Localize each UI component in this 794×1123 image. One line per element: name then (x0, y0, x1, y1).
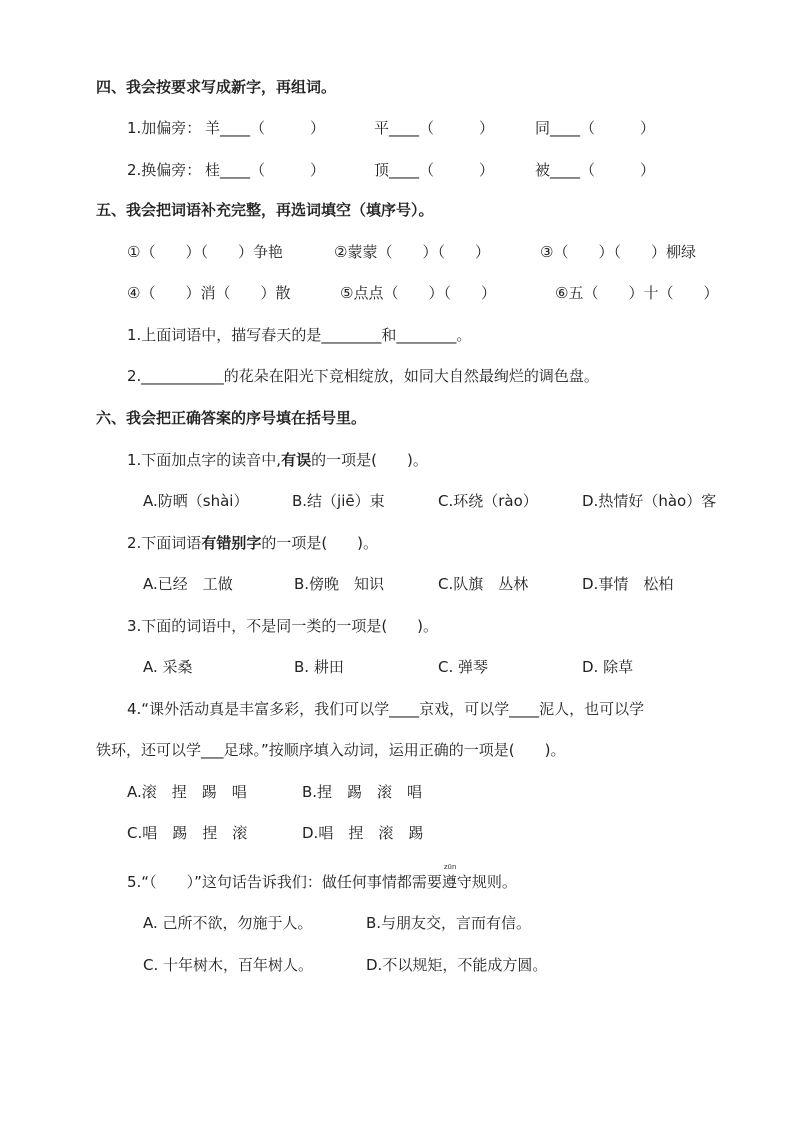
q2-option-b: B.傍晚 知识 (294, 575, 385, 593)
section4-row2-item: 顶____（ ） (374, 161, 495, 179)
question-text: 2.下面词语 (127, 534, 202, 552)
q1-option-b: B.结（jiē）束 (292, 492, 385, 510)
question-text: 守规则。 (456, 873, 517, 891)
question-text: 5.“（ ）”这句话告诉我们：做任何事情都需要 (127, 873, 442, 891)
idiom-blank: ②蒙蒙（ ）（ ） (334, 243, 490, 261)
section5-question-2: 2.___________的花朵在阳光下竞相绽放，如同大自然最绚烂的调色盘。 (127, 367, 599, 385)
idiom-blank: ③（ ）（ ）柳绿 (540, 243, 696, 261)
q3-option-d: D. 除草 (582, 658, 634, 676)
question-emphasis: 有误 (281, 451, 312, 469)
q4-option-d: D.唱 捏 滚 踢 (302, 824, 424, 842)
section5-question-1: 1.上面词语中，描写春天的是________和________。 (127, 326, 472, 344)
section4-heading: 四、我会按要求写成新字，再组词。 (96, 78, 337, 96)
section4-row1-item: 平____（ ） (374, 119, 495, 137)
section6-question-4-line1: 4.“课外活动真是丰富多彩，我们可以学____京戏，可以学____泥人，也可以学 (127, 700, 645, 718)
section4-row2-item: 被____（ ） (535, 161, 656, 179)
section6-question-1 (127, 450, 428, 470)
section6-heading: 六、我会把正确答案的序号填在括号里。 (96, 409, 367, 427)
section6-question-2 (127, 533, 378, 553)
q2-option-d: D.事情 松柏 (582, 575, 674, 593)
section4-row1-item: 同____（ ） (535, 119, 656, 137)
question-text: 1.下面加点字的读音中, (127, 451, 282, 469)
section6-question-5 (127, 863, 517, 892)
q3-option-a: A. 采桑 (143, 658, 193, 676)
section4-row1-item: 羊____（ ） (205, 119, 326, 137)
q4-option-a: A.滚 捏 踢 唱 (127, 783, 247, 801)
q2-option-a: A.已经 工做 (143, 575, 233, 593)
q5-option-a: A. 己所不欲，勿施于人。 (143, 914, 313, 932)
q3-option-c: C. 弹琴 (438, 658, 489, 676)
idiom-blank: ④（ ）消（ ）散 (127, 284, 291, 302)
q1-option-a: A.防晒（shài） (143, 492, 249, 510)
question-text: 的一项是( )。 (311, 451, 428, 469)
section4-row2-item: 桂____（ ） (205, 161, 326, 179)
q4-option-b: B.捏 踢 滚 唱 (302, 783, 423, 801)
section6-question-3: 3.下面的词语中，不是同一类的一项是( )。 (127, 617, 439, 635)
section5-heading: 五、我会把词语补充完整，再选词填空（填序号）。 (96, 201, 434, 219)
idiom-blank: ⑤点点（ ）（ ） (340, 284, 496, 302)
section6-question-4-line2: 铁环，还可以学___足球。”按顺序填入动词，运用正确的一项是( )。 (96, 741, 566, 759)
q1-option-d: D.热情好（hào）客 (582, 492, 717, 510)
q5-option-d: D.不以规矩，不能成方圆。 (366, 956, 548, 974)
ruby-character (441, 863, 457, 892)
pinyin-annotation: zūn (443, 863, 457, 871)
idiom-blank: ⑥五（ ）十（ ） (555, 284, 719, 302)
question-emphasis: 有错别字 (201, 534, 262, 552)
q2-option-c: C.队旗 丛林 (438, 575, 529, 593)
idiom-blank: ①（ ）（ ）争艳 (127, 243, 283, 261)
q1-option-c: C.环绕（rào） (438, 492, 538, 510)
q3-option-b: B. 耕田 (294, 658, 344, 676)
section4-row2-prefix: 2.换偏旁： (127, 161, 202, 179)
q5-option-b: B.与朋友交，言而有信。 (366, 914, 532, 932)
q5-option-c: C. 十年树木，百年树人。 (143, 956, 314, 974)
section4-row1-prefix: 1.加偏旁： (127, 119, 202, 137)
question-text: 的一项是( )。 (261, 534, 379, 552)
annotated-character: 遵 (441, 873, 457, 891)
q4-option-c: C.唱 踢 捏 滚 (127, 824, 248, 842)
